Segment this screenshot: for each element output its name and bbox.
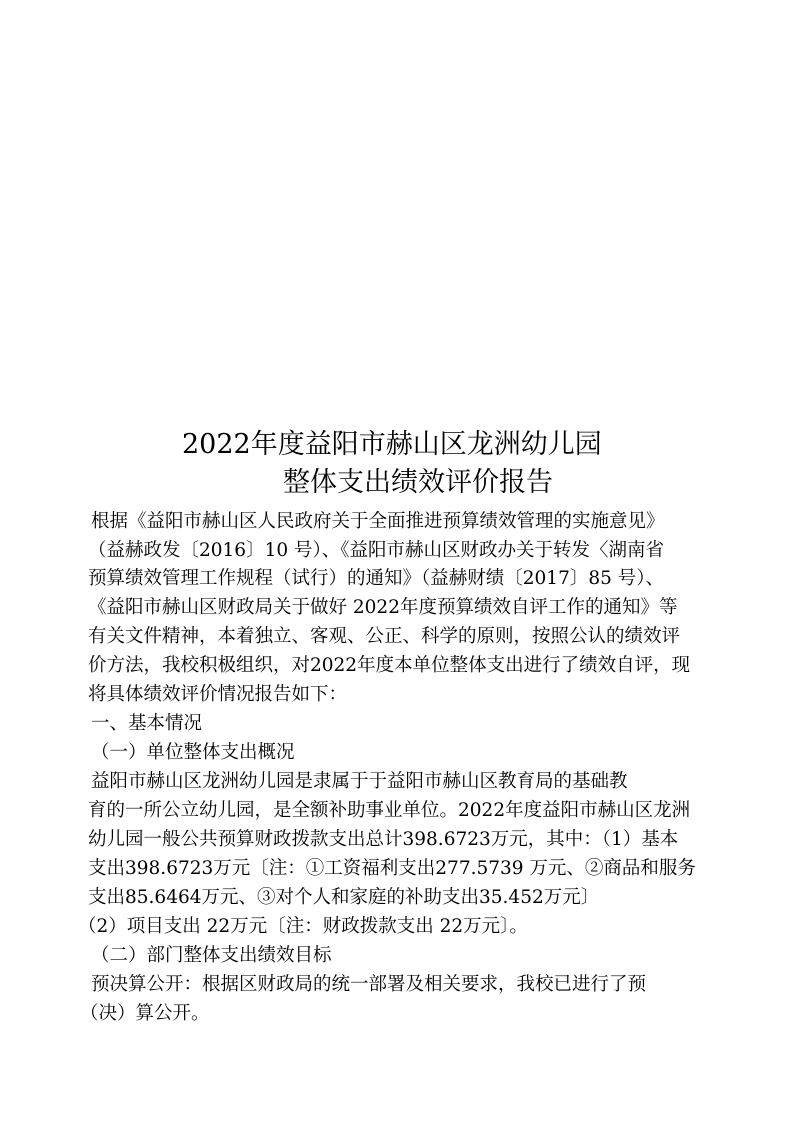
paragraph-line: 支出85.6464万元、③对个人和家庭的补助支出35.452万元〕 <box>88 887 600 908</box>
paragraph-line: （2）项目支出 22万元〔注：财政拨款支出 22万元〕。 <box>78 916 528 937</box>
paragraph-line: 《益阳市赫山区财政局关于做好 2022年度预算绩效自评工作的通知》等 <box>88 597 678 618</box>
paragraph-line: 益阳市赫山区龙洲幼儿园是隶属于于益阳市赫山区教育局的基础教 <box>91 771 628 792</box>
section-heading: 一、基本情况 <box>91 713 203 734</box>
document-title-line-2: 整体支出绩效评价报告 <box>283 467 553 498</box>
paragraph-line: （益赫政发〔2016〕10 号）、《益阳市赫山区财政办关于转发〈湖南省 <box>88 540 665 561</box>
paragraph-line: 价方法，我校积极组织，对2022年度本单位整体支出进行了绩效自评，现 <box>88 655 691 676</box>
subsection-heading: （二）部门整体支出绩效目标 <box>91 945 332 966</box>
paragraph-line: 有关文件精神，本着独立、客观、公正、科学的原则，按照公认的绩效评 <box>88 626 681 647</box>
paragraph-line: 将具体绩效评价情况报告如下： <box>88 684 348 705</box>
paragraph-line: 根据《益阳市赫山区人民政府关于全面推进预算绩效管理的实施意见》 <box>91 511 665 532</box>
document-title-line-1: 2022年度益阳市赫山区龙洲幼儿园 <box>182 429 602 460</box>
paragraph-line: 预算绩效管理工作规程（试行）的通知》（益赫财绩〔2017〕85 号）、 <box>88 568 665 589</box>
paragraph-line: 支出398.6723万元〔注：①工资福利支出277.5739 万元、②商品和服务 <box>88 858 696 879</box>
paragraph-line: 幼儿园一般公共预算财政拨款支出总计398.6723万元，其中：（1）基本 <box>88 829 679 850</box>
paragraph-line: 预决算公开：根据区财政局的统一部署及相关要求，我校已进行了预 <box>91 974 647 995</box>
paragraph-line: （决）算公开。 <box>80 1003 210 1024</box>
paragraph-line: 育的一所公立幼儿园，是全额补助事业单位。2022年度益阳市赫山区龙洲 <box>88 800 691 821</box>
subsection-heading: （一）单位整体支出概况 <box>91 742 295 763</box>
